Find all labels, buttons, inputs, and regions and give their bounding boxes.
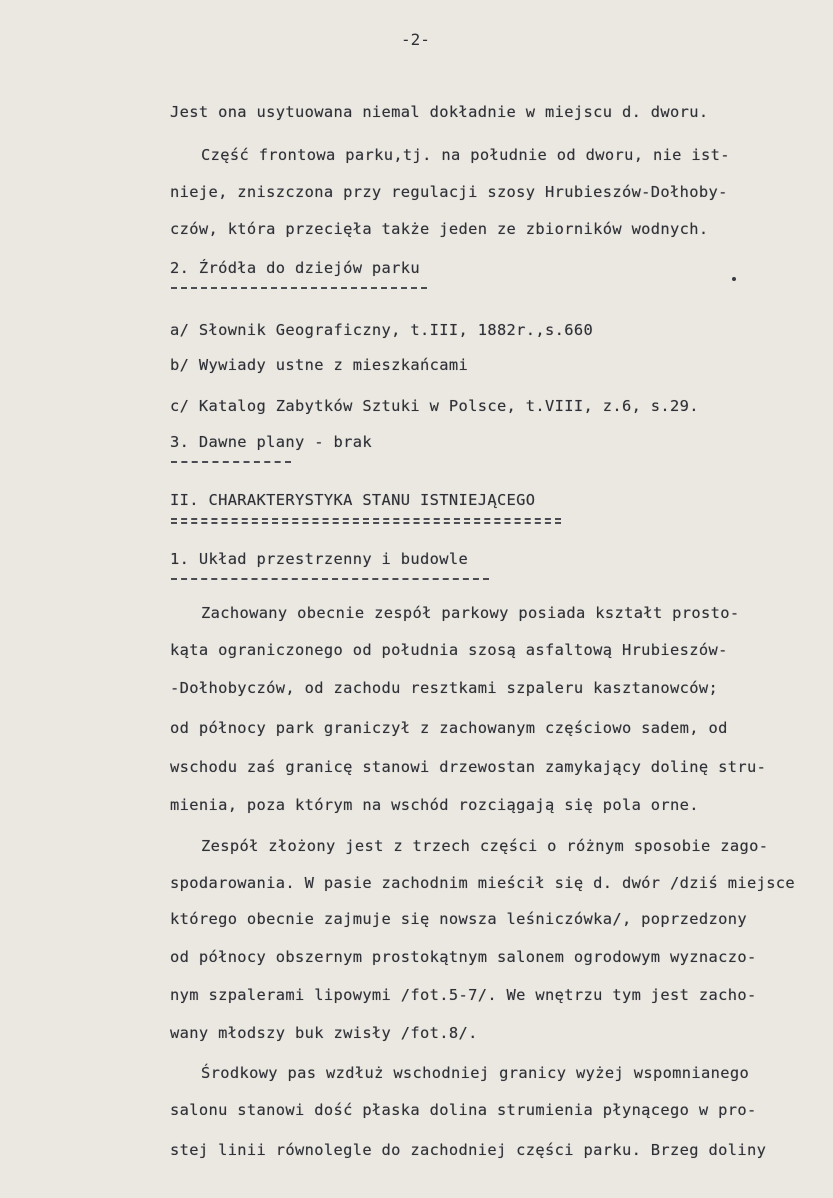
text-line: spodarowania. W pasie zachodnim mieścił się d. dwór /dziś miejsce [170,874,796,892]
text-line: którego obecnie zajmuje się nowsza leśniczówka/, poprzedzony [170,910,747,928]
section-heading: 3. Dawne plany - brak [170,433,372,451]
heading-underline [171,461,291,463]
text-line: Zespół złożony jest z trzech części o różnym sposobie zago- [201,837,769,855]
text-line: Jest ona usytuowana niemal dokładnie w miejscu d. dworu. [170,103,709,121]
text-line: Środkowy pas wzdłuż wschodniej granicy wyżej wspomnianego [201,1064,750,1082]
text-line: wschodu zaś granicę stanowi drzewostan zamykający dolinę stru- [170,758,767,776]
source-item: b/ Wywiady ustne z mieszkańcami [170,356,469,374]
text-line: od północy park graniczył z zachowanym częściowo sadem, od [170,719,728,737]
chapter-heading: II. CHARAKTERYSTYKA STANU ISTNIEJĄCEGO [170,491,536,509]
text-line: salonu stanowi dość płaska dolina strumienia płynącego w pro- [170,1101,757,1119]
text-line: stej linii równolegle do zachodniej części parku. Brzeg doliny [170,1141,767,1159]
text-line: nieje, zniszczona przy regulacji szosy Hrubieszów-Dołhoby- [170,183,728,201]
page-number: -2- [401,30,430,49]
text-line: nym szpalerami lipowymi /fot.5-7/. We wnętrzu tym jest zacho- [170,986,757,1004]
text-line: -Dołhobyczów, od zachodu resztkami szpaleru kasztanowców; [170,679,719,697]
text-line: kąta ograniczonego od południa szosą asfaltową Hrubieszów- [170,641,728,659]
text-line: Zachowany obecnie zespół parkowy posiada kształt prosto- [201,604,740,622]
text-line: wany młodszy buk zwisły /fot.8/. [170,1024,478,1042]
chapter-double-underline [171,518,561,523]
ink-dot [732,277,736,281]
source-item: c/ Katalog Zabytków Sztuki w Polsce, t.VIII, z.6, s.29. [170,397,699,415]
subsection-heading: 1. Układ przestrzenny i budowle [170,550,469,568]
source-item: a/ Słownik Geograficzny, t.III, 1882r.,s.660 [170,321,594,339]
text-line: mienia, poza którym na wschód rozciągają się pola orne. [170,796,699,814]
heading-underline [171,578,489,580]
heading-underline [171,287,427,289]
text-line: czów, która przecięła także jeden ze zbiorników wodnych. [170,220,709,238]
section-heading: 2. Źródła do dziejów parku [170,259,421,277]
text-line: Część frontowa parku,tj. na południe od dworu, nie ist- [201,146,730,164]
text-line: od północy obszernym prostokątnym salonem ogrodowym wyznaczo- [170,948,757,966]
